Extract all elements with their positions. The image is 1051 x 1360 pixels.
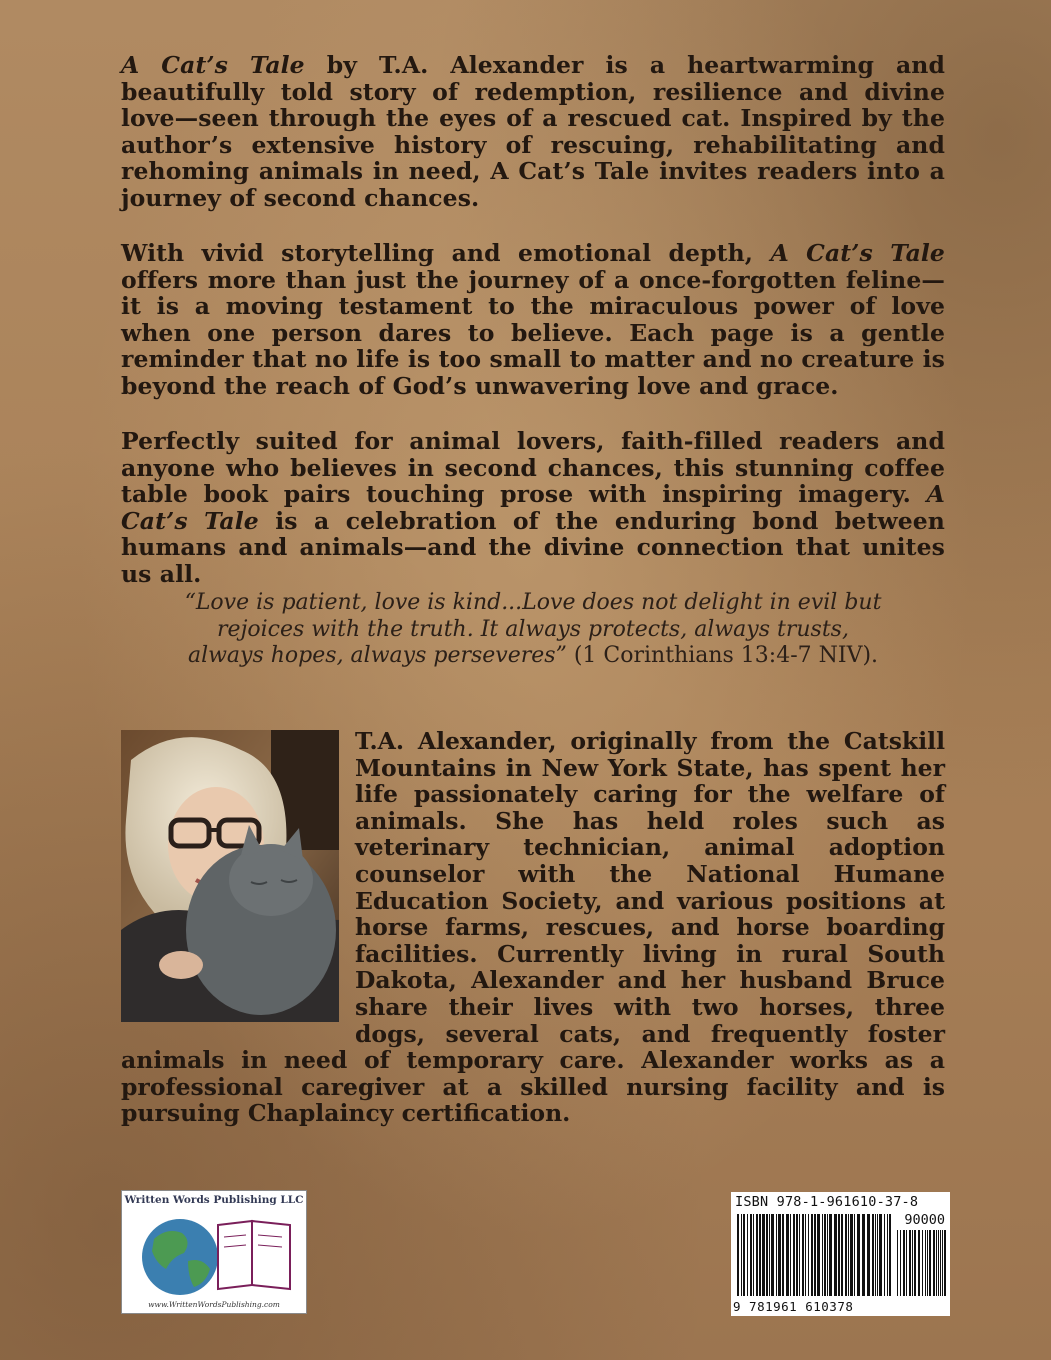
author-photo — [121, 730, 339, 1022]
book-title: A Cat’s Tale — [121, 480, 945, 535]
bio-text: T.A. Alexander, originally from the Catskill Mountains in New York State, has spent her life passionately caring for the welfare of animals. She has held roles such as veterinary technician, animal adoption counselor with the National Humane Education Society, and various positions at horse farms, rescues, and horse boarding facilities. Currently living in rural South Dakota, Alexander and her husband Bruce share their lives with two horses, three dogs, several cats, and frequently foster animals in need of temporary care. Alexander works as a professional caregiver at a skilled nursing facility and is pursuing Chaplaincy certification. — [121, 727, 945, 1128]
quote-line: always hopes, always perseveres” — [187, 643, 567, 669]
publisher-logo — [121, 1190, 307, 1314]
quote-line: rejoices with the truth. It always protects, always trusts, — [217, 616, 849, 642]
paragraph-text: Perfectly suited for animal lovers, faith-filled readers and anyone who believes in second chances, this stunning coffee table book pairs touching prose with inspiring imagery. — [121, 427, 945, 509]
ean-digits: 9 781961 610378 — [733, 1299, 854, 1314]
description-paragraph-2 — [121, 240, 945, 400]
price-code: 90000 — [904, 1212, 945, 1228]
book-title: A Cat’s Tale — [770, 239, 945, 267]
isbn-number: ISBN 978-1-961610-37-8 — [735, 1194, 919, 1210]
barcode-bars — [731, 1192, 950, 1316]
quote-line: “Love is patient, love is kind...Love does not delight in evil but — [184, 590, 882, 615]
description-paragraph-3 — [121, 428, 945, 588]
author-with-cat-image — [121, 730, 339, 1022]
isbn-barcode — [731, 1192, 950, 1316]
book-title: A Cat’s Tale — [121, 51, 305, 79]
quote-citation: (1 Corinthians 13:4-7 NIV). — [566, 643, 879, 669]
paragraph-text: With vivid storytelling and emotional depth, — [121, 239, 771, 267]
paragraph-text: by T.A. Alexander is a heartwarming and beautifully told story of redemption, resilience and divine love—seen through the eyes of a rescued cat. Inspired by the author’s extensive history of rescuing, rehabilitating and rehoming animals in need, A Cat’s Tale invites readers into a journey of second chances. — [121, 51, 945, 212]
description-paragraph-1 — [121, 52, 945, 212]
bible-quote — [121, 590, 945, 670]
paragraph-text: offers more than just the journey of a once-forgotten feline—it is a moving testament to the miraculous power of love when one person dares to believe. Each page is a gentle reminder that no life is too small to matter and no creature is beyond the reach of God’s unwavering love and grace. — [121, 265, 945, 400]
publisher-url: www.WrittenWordsPublishing.com — [148, 1300, 280, 1309]
publisher-name: Written Words Publishing LLC — [124, 1194, 304, 1206]
globe-book-icon — [122, 1191, 308, 1315]
paragraph-text: is a celebration of the enduring bond between humans and animals—and the divine connection that unites us all. — [121, 506, 945, 588]
